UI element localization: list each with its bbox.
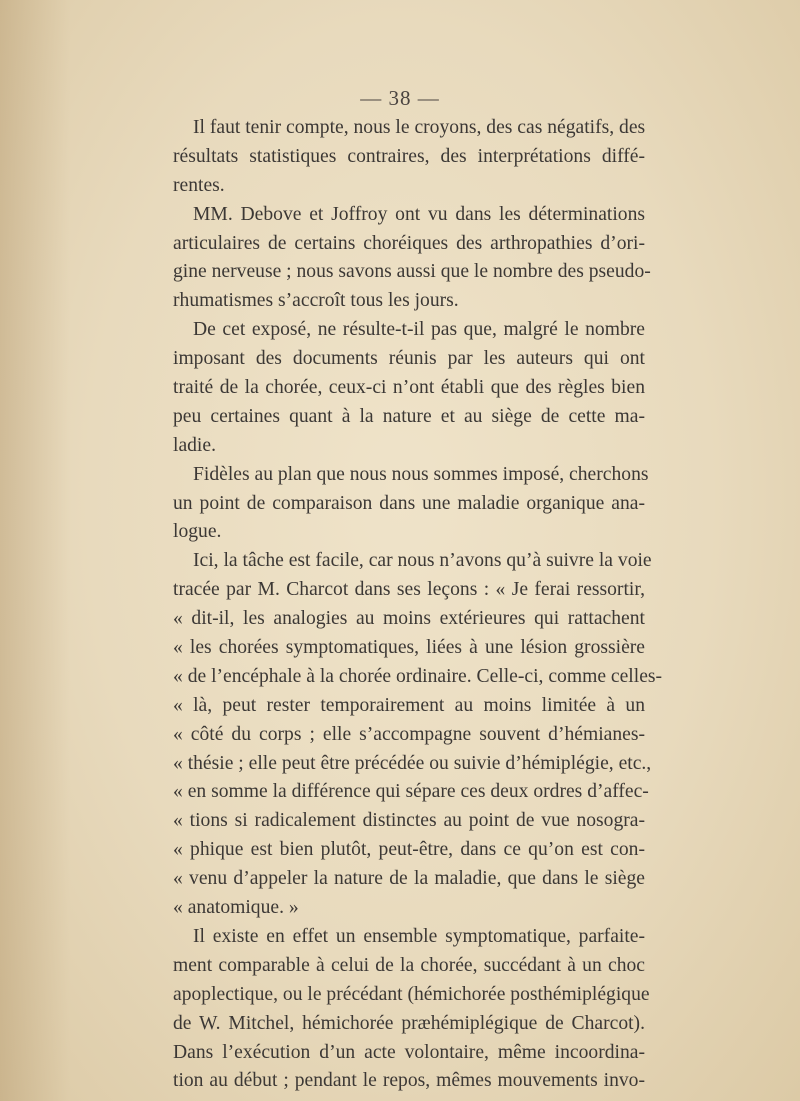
text-line: « les chorées symptomatiques, liées à une lésion grossière [173, 637, 645, 659]
text-line: résultats statistiques contraires, des interprétations diffé- [173, 145, 645, 167]
text-line: « en somme la différence qui sépare ces deux ordres d’affec- [173, 781, 649, 803]
text-line: traité de la chorée, ceux-ci n’ont établi que des règles bien [173, 377, 645, 399]
text-line: « tions si radicalement distinctes au point de vue nosogra- [173, 810, 645, 832]
text-line: articulaires de certains choréiques des arthropathies d’ori- [173, 232, 645, 254]
text-line: « anatomique. » [173, 897, 299, 919]
text-line: peu certaines quant à la nature et au siège de cette ma- [173, 405, 645, 427]
text-line: un point de comparaison dans une maladie organique ana- [173, 492, 645, 514]
text-line: rhumatismes s’accroît tous les jours. [173, 290, 459, 312]
text-line: « venu d’appeler la nature de la maladie, que dans le siège [173, 868, 645, 890]
text-line: Il existe en effet un ensemble symptomatique, parfaite- [193, 925, 645, 947]
body-text [173, 114, 663, 1096]
text-line: « côté du corps ; elle s’accompagne souvent d’hémianes- [173, 723, 645, 745]
text-line: « là, peut rester temporairement au moins limitée à un [173, 694, 645, 716]
text-line: rentes. [173, 174, 225, 196]
text-line: Ici, la tâche est facile, car nous n’avons qu’à suivre la voie [193, 550, 652, 572]
text-line: « dit-il, les analogies au moins extérieures qui rattachent [173, 608, 645, 630]
text-line: Dans l’exécution d’un acte volontaire, même incoordina- [173, 1041, 645, 1063]
text-line: apoplectique, ou le précédant (hémichorée posthémiplégique [173, 983, 650, 1005]
text-line: De cet exposé, ne résulte-t-il pas que, malgré le nombre [193, 319, 645, 341]
text-line: imposant des documents réunis par les auteurs qui ont [173, 348, 645, 370]
text-line: MM. Debove et Joffroy ont vu dans les déterminations [193, 203, 645, 225]
text-line: « de l’encéphale à la chorée ordinaire. Celle-ci, comme celles- [173, 665, 663, 687]
text-line: « thésie ; elle peut être précédée ou suivie d’hémiplégie, etc., [173, 752, 652, 774]
page-edge-shadow [0, 0, 70, 1101]
text-line: gine nerveuse ; nous savons aussi que le nombre des pseudo- [173, 261, 651, 283]
text-line: Il faut tenir compte, nous le croyons, des cas négatifs, des [193, 117, 646, 138]
text-line: ment comparable à celui de la chorée, succédant à un choc [173, 954, 645, 976]
text-line: tracée par M. Charcot dans ses leçons : « Je ferai ressortir, [173, 579, 645, 601]
page-number: — 38 — [360, 86, 440, 110]
text-line: ladie. [173, 434, 216, 456]
text-line: tion au début ; pendant le repos, mêmes mouvements invo- [173, 1070, 645, 1092]
text-line: Fidèles au plan que nous nous sommes imposé, cherchons [193, 463, 649, 485]
text-line: de W. Mitchel, hémichorée præhémiplégique de Charcot). [173, 1012, 645, 1034]
text-line: logue. [173, 521, 222, 543]
text-line: « phique est bien plutôt, peut-être, dans ce qu’on est con- [173, 839, 645, 861]
